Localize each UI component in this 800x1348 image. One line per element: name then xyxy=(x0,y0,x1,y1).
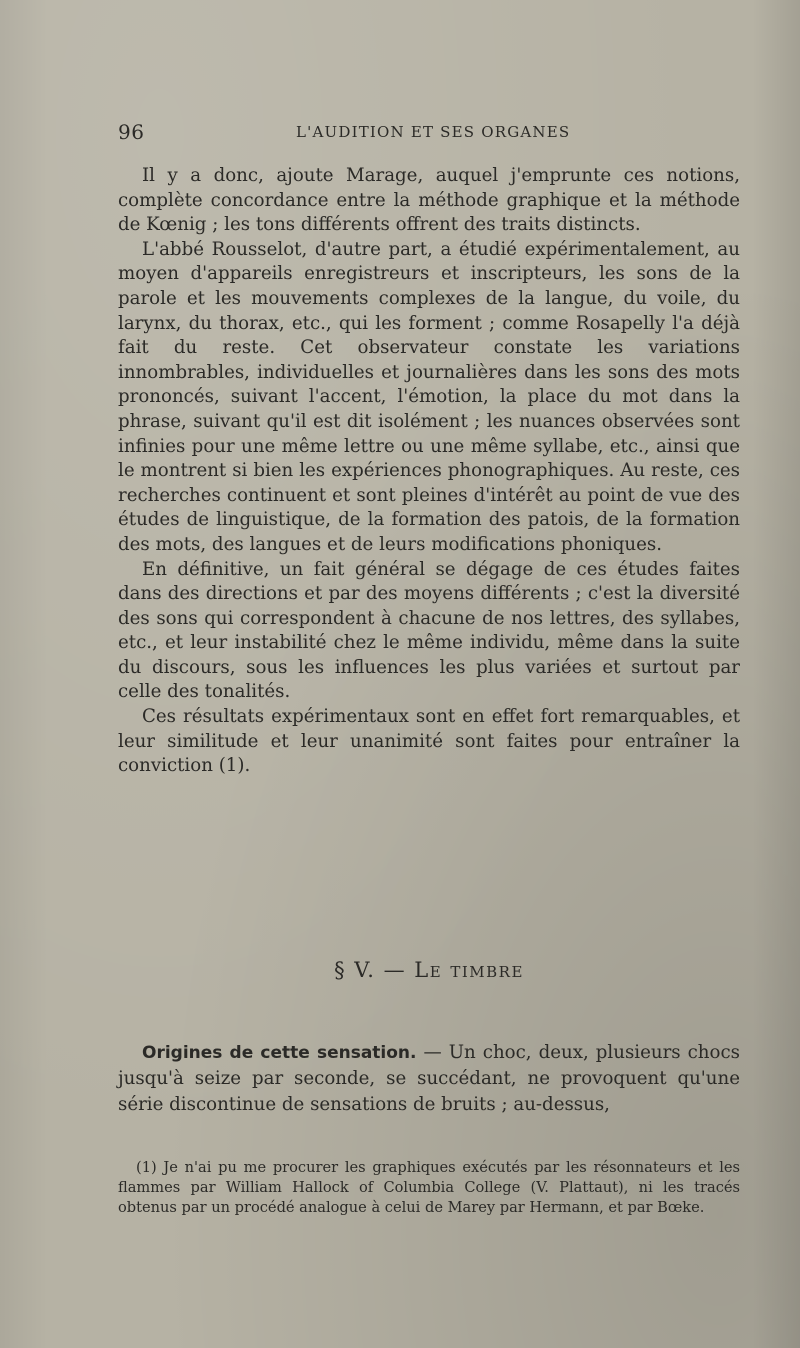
subsection-text: — Un choc, deux, plusieurs chocs jusqu'à seize par seconde, se succédant, ne provoquent qu'une série discontinue de sensations de bruits ; au-dessus, xyxy=(118,1042,740,1115)
section-title: § V. — Le timbre xyxy=(334,958,524,982)
page-number: 96 xyxy=(118,120,145,144)
paragraph-3: En définitive, un fait général se dégage de ces études faites dans des directions et par des moyens différents ; c'est la diversité des sons qui correspondent à chacune de nos lettres, des syllabes, etc., et leur instabilité chez le même individu, même dans la suite du discours, sous les influences les plus variées et surtout par celle des tonalités. xyxy=(118,558,740,703)
paragraph-1: Il y a donc, ajoute Marage, auquel j'emprunte ces notions, complète concordance entre la méthode graphique et la méthode de Kœnig ; les tons différents offrent des traits distincts. xyxy=(118,165,740,236)
paragraph-4: Ces résultats expérimentaux sont en effet fort remarquables, et leur similitude et leur unanimité sont faites pour entraîner la conviction (1). xyxy=(118,706,740,777)
subsection-paragraph xyxy=(118,1040,740,1118)
subsection xyxy=(118,1040,740,1118)
subsection-heading: Origines de cette sensation. xyxy=(142,1043,417,1063)
main-text xyxy=(118,164,740,779)
footnote-text: (1) Je n'ai pu me procurer les graphiques exécutés par les résonnateurs et les flammes par William Hallock of Columbia College (V. Plattaut), ni les tracés obtenus par un procédé analogue à celui de Marey par Hermann, et par Bœke. xyxy=(118,1159,740,1216)
running-title: L'AUDITION ET SES ORGANES xyxy=(296,123,571,141)
footnote xyxy=(118,1158,740,1218)
paragraph-2: L'abbé Rousselot, d'autre part, a étudié expérimentalement, au moyen d'appareils enregistreurs et inscripteurs, les sons de la parole et les mouvements complexes de la langue, du voile, du larynx, du thorax, etc., qui les forment ; comme Rosapelly l'a déjà fait du reste. Cet observateur constate les variations innombrables, individuelles et journalières dans les sons des mots prononcés, suivant l'accent, l'émotion, la place du mot dans la phrase, suivant qu'il est dit isolément ; les nuances observées sont infinies pour une même lettre ou une même syllabe, etc., ainsi que le montrent si bien les expériences phonographiques. Au reste, ces recherches continuent et sont pleines d'intérêt au point de vue des études de linguistique, de la formation des patois, de la formation des mots, des langues et de leurs modifications phoniques. xyxy=(118,238,740,555)
page-header xyxy=(118,120,740,150)
